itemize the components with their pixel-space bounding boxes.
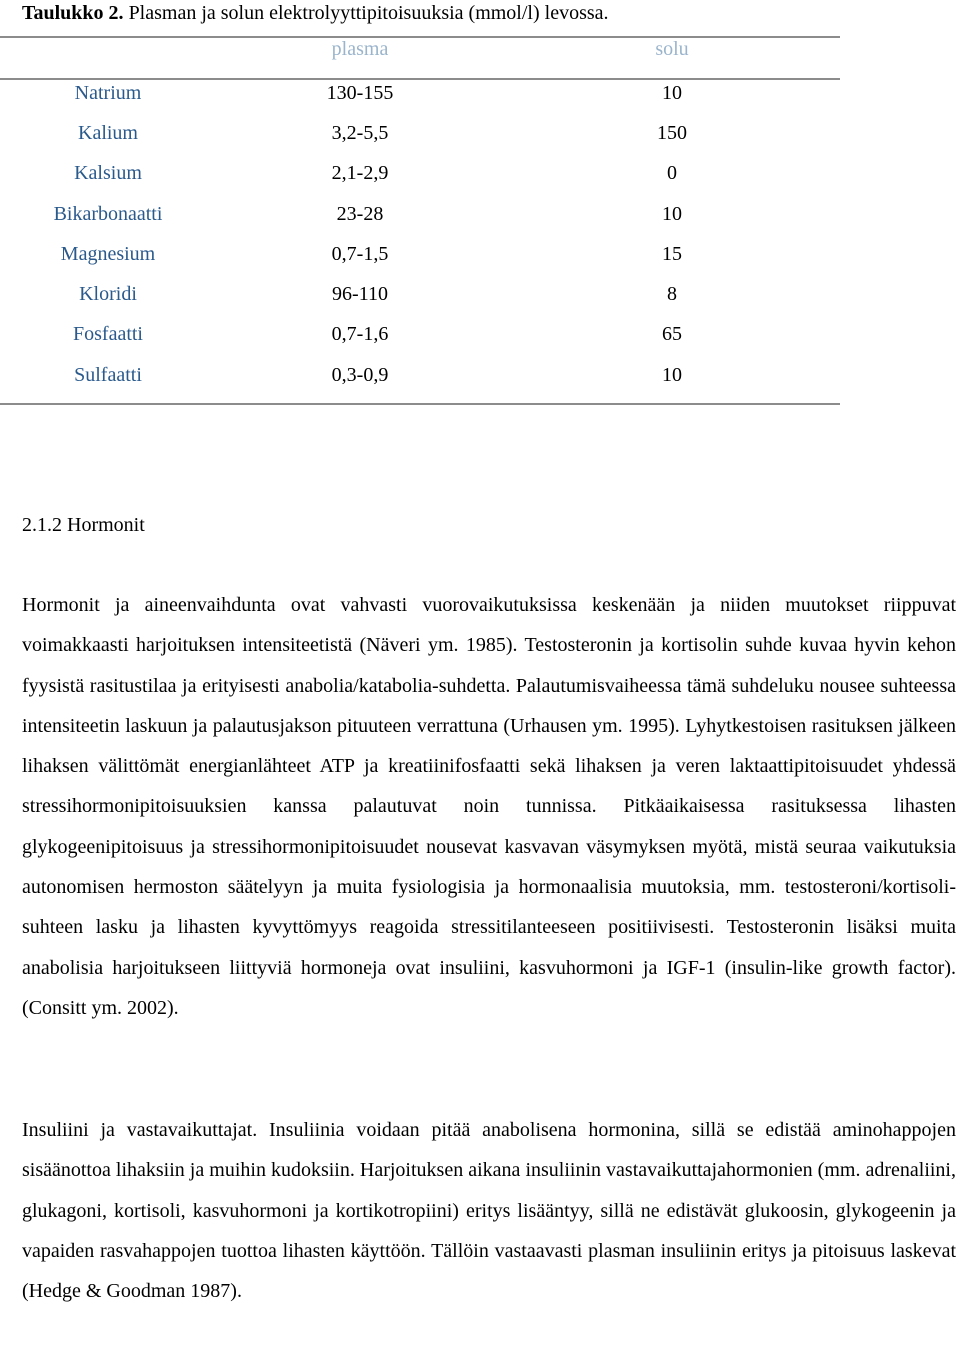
table-header-cell-solu: solu xyxy=(655,38,689,60)
table-cell-plasma: 2,1-2,9 xyxy=(331,162,389,184)
table-cell-name: Kalium xyxy=(78,122,138,144)
table-cell-plasma: 0,7-1,5 xyxy=(331,243,389,265)
table-row xyxy=(0,283,840,323)
table-cell-solu: 0 xyxy=(667,162,677,184)
table-cell-name: Bikarbonaatti xyxy=(53,203,163,225)
table-cell-solu: 10 xyxy=(662,203,682,225)
table-cell-plasma: 96-110 xyxy=(332,283,388,305)
table-cell-name: Sulfaatti xyxy=(74,364,142,386)
table-cell-solu: 65 xyxy=(662,323,682,345)
table-cell-solu: 15 xyxy=(662,243,682,265)
body-paragraph-1: Hormonit ja aineenvaihdunta ovat vahvasti vuorovaikutuksissa keskenään ja niiden muutokset riippuvat voimakkaasti harjoituksen intensiteetistä (Näveri ym. 1985). Testosteronin ja kortisolin suhde kuvaa hyvin kehon fyysistä rasitustilaa ja erityisesti anabolia/katabolia-suhdetta. Palautumisvaiheessa tämä suhdeluku nousee suhteessa intensiteetin laskuun ja palautusjakson pituuteen verrattuna (Urhausen ym. 1995). Lyhytkestoisen rasituksen jälkeen lihaksen välittömät energianlähteet ATP ja kreatiinifosfaatti sekä lihaksen ja veren laktaattipitoisuudet yhdessä stressihormonipitoisuuksien kanssa palautuvat noin tunnissa. Pitkäaikaisessa rasituksessa lihasten glykogeenipitoisuus ja stressihormonipitoisuudet nousevat kasvavan väsymyksen myötä, mistä seuraa vaikutuksia autonomisen hermoston säätelyyn ja muita fysiologisia ja hormonaalisia muutoksia, mm. testosteroni/kortisoli-suhteen lasku ja lihasten kyvyttömyys reagoida stressitilanteeseen positiivisesti. Testosteronin lisäksi muita anabolisia harjoitukseen liittyviä hormoneja ovat insuliini, kasvuhormoni ja IGF-1 (insulin-like growth factor). (Consitt ym. 2002). xyxy=(22,594,956,1019)
section-heading: 2.1.2 Hormonit xyxy=(22,514,145,536)
paragraph-2-text: Insuliinia voidaan pitää anabolisena hormonina, sillä se edistää aminohappojen sisäänottoa lihaksiin ja muihin kudoksiin. Harjoituksen aikana insuliinin vastavaikuttajahormonien (mm. adrenaliini, glukagoni, kortisoli, kasvuhormoni ja kortikotropiini) eritys lisääntyy, sillä ne edistävät glukoosin, glykogeenin ja vapaiden rasvahappojen tuottoa lihasten käyttöön. Tällöin vastaavasti plasman insuliinin eritys ja pitoisuus laskevat (Hedge & Goodman 1987). xyxy=(22,1119,956,1303)
table-row xyxy=(0,364,840,404)
table-cell-name: Magnesium xyxy=(60,243,156,265)
table-cell-solu: 10 xyxy=(662,82,682,104)
table-cell-name: Fosfaatti xyxy=(73,323,143,345)
body-paragraph-2 xyxy=(22,1110,956,1311)
table-row xyxy=(0,323,840,363)
table-cell-name: Natrium xyxy=(74,82,142,104)
table-row xyxy=(0,162,840,202)
table-cell-plasma: 23-28 xyxy=(336,203,384,225)
table-row xyxy=(0,82,840,122)
table-cell-solu: 8 xyxy=(667,283,677,305)
table-row xyxy=(0,243,840,283)
table-cell-name: Kloridi xyxy=(79,283,137,305)
table-cell-plasma: 0,7-1,6 xyxy=(331,323,389,345)
table-caption xyxy=(22,0,609,26)
table-header-row xyxy=(0,38,840,70)
table-cell-solu: 150 xyxy=(657,122,687,144)
paragraph-lead-title: Insuliini ja vastavaikuttajat. xyxy=(22,1119,258,1141)
table-cell-solu: 10 xyxy=(662,364,682,386)
table-header-rule xyxy=(0,78,840,80)
table-bottom-rule xyxy=(0,403,840,405)
table-row xyxy=(0,203,840,243)
table-cell-name: Kalsium xyxy=(74,162,142,184)
table-header-cell-plasma: plasma xyxy=(331,38,389,60)
table-caption-label: Taulukko 2. xyxy=(22,2,124,24)
table-cell-plasma: 3,2-5,5 xyxy=(331,122,389,144)
table-row xyxy=(0,122,840,162)
table-cell-plasma: 0,3-0,9 xyxy=(331,364,389,386)
table-caption-text: Plasman ja solun elektrolyyttipitoisuuksia (mmol/l) levossa. xyxy=(128,2,609,24)
table-cell-plasma: 130-155 xyxy=(326,82,394,104)
